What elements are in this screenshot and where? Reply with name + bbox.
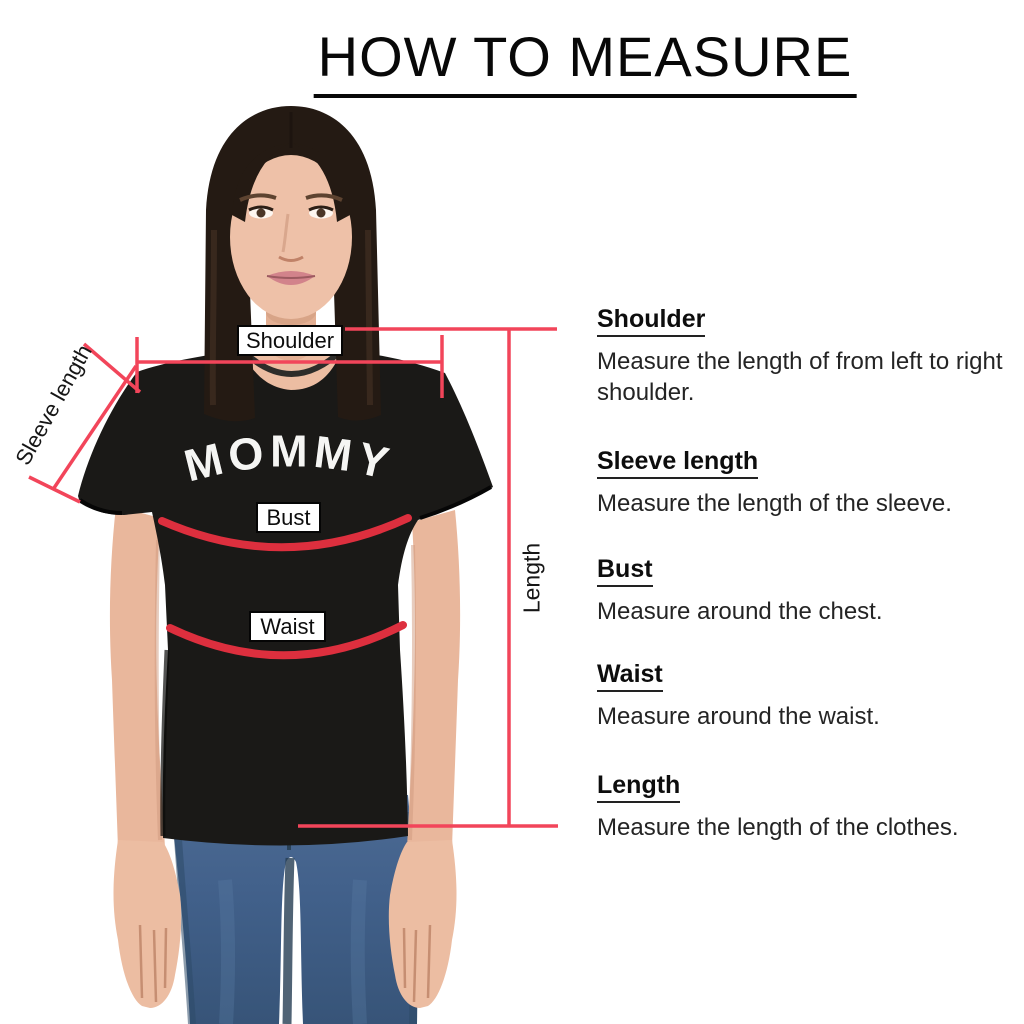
instruction-length — [597, 772, 1024, 843]
instruction-description: Measure around the chest. — [597, 597, 883, 625]
instruction-description: Measure around the waist. — [597, 702, 880, 730]
shoulder-tag: Shoulder — [237, 325, 343, 356]
instruction-description: Measure the length of from left to right shoulder. — [597, 347, 1003, 406]
instruction-sleeve-length — [597, 448, 1024, 519]
instruction-waist — [597, 661, 1024, 732]
shirt-print-text: MOMMY — [179, 425, 399, 492]
instruction-description: Measure the length of the clothes. — [597, 813, 959, 841]
instruction-description: Measure the length of the sleeve. — [597, 489, 952, 517]
sleeve-length-line-label: Sleeve length — [10, 340, 97, 470]
instruction-heading: Waist — [597, 661, 663, 692]
instruction-heading: Length — [597, 772, 680, 803]
instruction-shoulder — [597, 306, 1024, 408]
instruction-heading: Sleeve length — [597, 448, 758, 479]
instruction-bust — [597, 556, 1024, 627]
waist-tag: Waist — [249, 611, 326, 642]
instruction-heading: Shoulder — [597, 306, 705, 337]
length-line-label: Length — [518, 542, 545, 614]
bust-tag: Bust — [256, 502, 321, 533]
instruction-heading: Bust — [597, 556, 653, 587]
page-title: HOW TO MEASURE — [314, 24, 857, 98]
